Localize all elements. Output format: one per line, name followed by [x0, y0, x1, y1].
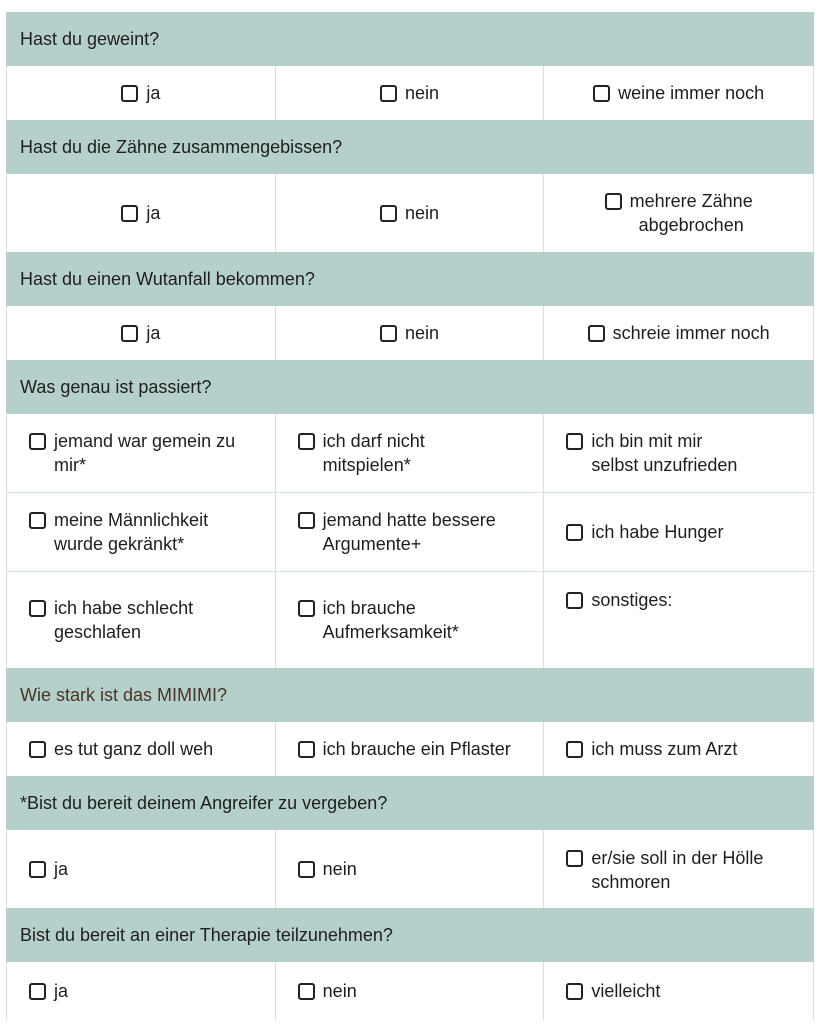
option-label: vielleicht	[591, 981, 661, 1001]
checkbox[interactable]	[121, 325, 138, 342]
option-label: ich brauche Aufmerksamkeit*	[322, 598, 459, 642]
option-cell[interactable]	[276, 306, 545, 360]
question-header: Hast du geweint?	[6, 12, 814, 66]
option-cell[interactable]	[276, 962, 545, 1020]
option-cell[interactable]	[544, 493, 813, 571]
option-cell[interactable]	[276, 722, 545, 776]
checkbox[interactable]	[605, 193, 622, 210]
option-cell[interactable]	[7, 66, 276, 120]
option-cell[interactable]	[544, 722, 813, 776]
option-label: jemand hatte bessere Argumente+	[322, 510, 496, 554]
checkbox[interactable]	[566, 433, 583, 450]
checkbox[interactable]	[29, 512, 46, 529]
option-cell[interactable]	[276, 572, 545, 668]
option-cell[interactable]	[544, 962, 813, 1020]
options-row	[6, 414, 814, 492]
option-cell[interactable]	[7, 722, 276, 776]
option-label: nein	[322, 981, 357, 1001]
options-row	[6, 492, 814, 571]
checkbox[interactable]	[29, 983, 46, 1000]
option-label: ja	[54, 981, 69, 1001]
checkbox[interactable]	[298, 983, 315, 1000]
options-row	[6, 722, 814, 776]
option-label: nein	[322, 859, 357, 879]
checkbox[interactable]	[593, 85, 610, 102]
option-label: es tut ganz doll weh	[54, 739, 214, 759]
option-label: nein	[404, 83, 440, 103]
option-cell[interactable]	[544, 414, 813, 492]
option-cell[interactable]	[276, 414, 545, 492]
option-cell[interactable]	[276, 66, 545, 120]
options-row	[6, 830, 814, 908]
option-cell[interactable]	[544, 306, 813, 360]
option-label: ich habe Hunger	[591, 522, 724, 542]
option-cell[interactable]	[544, 572, 813, 668]
checkbox[interactable]	[121, 205, 138, 222]
options-row	[6, 962, 814, 1020]
option-label: er/sie soll in der Hölle schmoren	[591, 848, 764, 892]
option-cell[interactable]	[544, 830, 813, 908]
option-label: ja	[146, 203, 161, 223]
option-cell[interactable]	[7, 174, 276, 252]
option-label: jemand war gemein zu mir*	[54, 431, 236, 475]
option-cell[interactable]	[544, 174, 813, 252]
checkbox[interactable]	[298, 512, 315, 529]
option-cell[interactable]	[7, 493, 276, 571]
option-cell[interactable]	[7, 306, 276, 360]
checkbox[interactable]	[566, 983, 583, 1000]
option-cell[interactable]	[276, 174, 545, 252]
checkbox[interactable]	[29, 433, 46, 450]
option-label: ja	[54, 859, 69, 879]
option-label: ja	[146, 83, 161, 103]
question-header: Wie stark ist das MIMIMI?	[6, 668, 814, 722]
option-cell[interactable]	[7, 414, 276, 492]
option-label: ich bin mit mir selbst unzufrieden	[591, 431, 738, 475]
checkbox[interactable]	[566, 741, 583, 758]
question-header: Hast du die Zähne zusammengebissen?	[6, 120, 814, 174]
options-row	[6, 174, 814, 252]
checkbox[interactable]	[380, 205, 397, 222]
option-cell[interactable]	[276, 830, 545, 908]
checkbox[interactable]	[566, 850, 583, 867]
option-cell[interactable]	[7, 572, 276, 668]
option-label: ich habe schlecht geschlafen	[54, 598, 194, 642]
question-header: *Bist du bereit deinem Angreifer zu vergeben?	[6, 776, 814, 830]
questionnaire	[6, 12, 814, 1020]
checkbox[interactable]	[566, 592, 583, 609]
options-row	[6, 571, 814, 668]
checkbox[interactable]	[29, 861, 46, 878]
option-label: ich muss zum Arzt	[591, 739, 738, 759]
option-cell[interactable]	[7, 962, 276, 1020]
checkbox[interactable]	[29, 600, 46, 617]
option-label: schreie immer noch	[612, 323, 770, 343]
checkbox[interactable]	[380, 85, 397, 102]
options-row	[6, 66, 814, 120]
option-label: weine immer noch	[618, 83, 765, 103]
checkbox[interactable]	[298, 861, 315, 878]
option-label: nein	[404, 203, 440, 223]
option-label: ja	[146, 323, 161, 343]
checkbox[interactable]	[298, 741, 315, 758]
option-label: sonstiges:	[591, 590, 673, 610]
checkbox[interactable]	[588, 325, 605, 342]
checkbox[interactable]	[121, 85, 138, 102]
checkbox[interactable]	[380, 325, 397, 342]
checkbox[interactable]	[298, 600, 315, 617]
question-header: Hast du einen Wutanfall bekommen?	[6, 252, 814, 306]
option-label: ich darf nicht mitspielen*	[322, 431, 425, 475]
checkbox[interactable]	[298, 433, 315, 450]
option-cell[interactable]	[276, 493, 545, 571]
option-label: ich brauche ein Pflaster	[322, 739, 511, 759]
question-header: Bist du bereit an einer Therapie teilzunehmen?	[6, 908, 814, 962]
checkbox[interactable]	[566, 524, 583, 541]
option-label: nein	[404, 323, 440, 343]
option-label: mehrere Zähne abgebrochen	[629, 191, 753, 235]
option-cell[interactable]	[7, 830, 276, 908]
checkbox[interactable]	[29, 741, 46, 758]
option-label: meine Männlichkeit wurde gekränkt*	[54, 510, 209, 554]
option-cell[interactable]	[544, 66, 813, 120]
question-header: Was genau ist passiert?	[6, 360, 814, 414]
options-row	[6, 306, 814, 360]
